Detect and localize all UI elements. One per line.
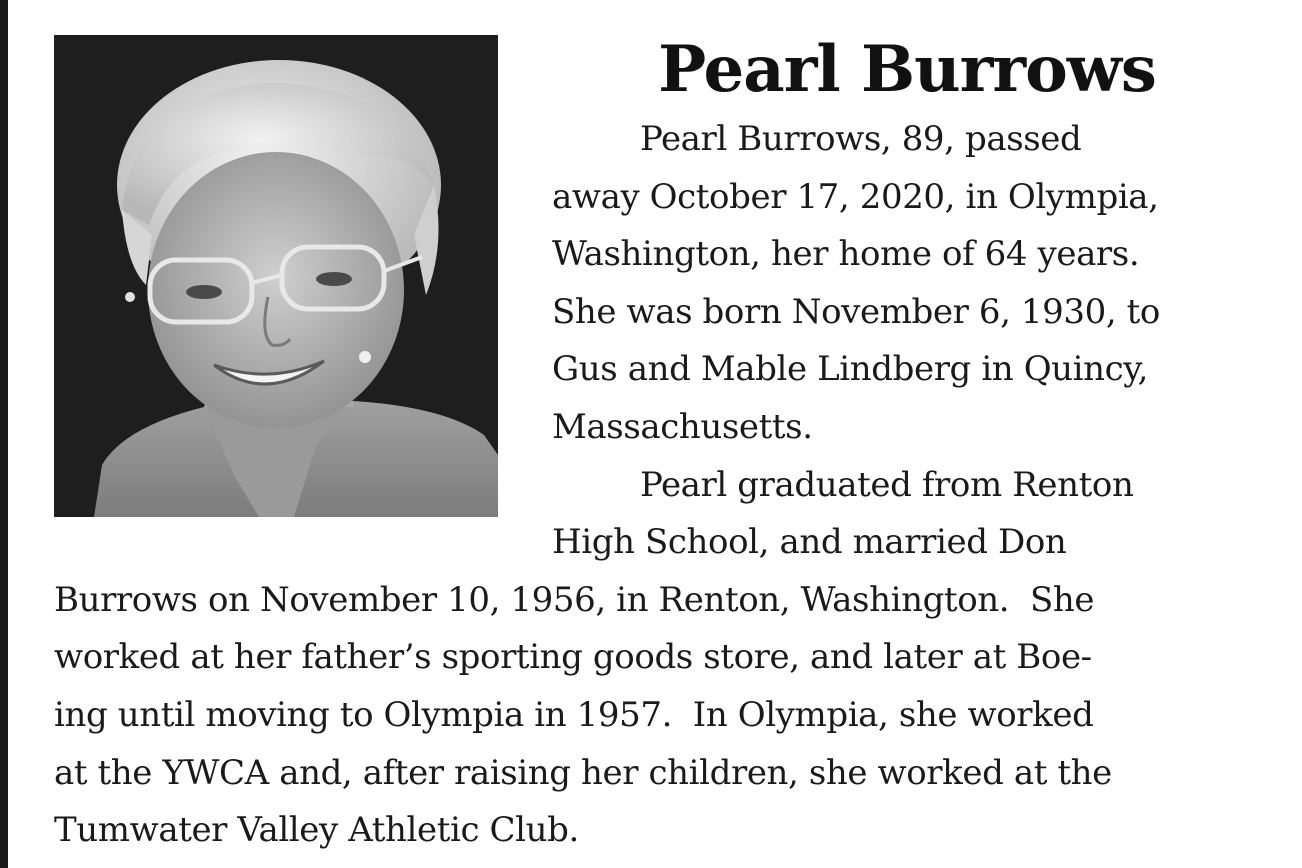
obituary-text-line: High School, and married Don <box>552 522 1067 562</box>
obituary-text-line: away October 17, 2020, in Olympia, <box>552 177 1159 217</box>
obituary-text-line: ing until moving to Olympia in 1957. In Olympia, she worked <box>54 695 1094 735</box>
left-border-rule <box>0 0 8 868</box>
obituary-text-line: Tumwater Valley Athletic Club. <box>54 810 579 850</box>
obituary-text-line: worked at her father’s sporting goods store, and later at Boe- <box>54 637 1092 677</box>
obituary-text-line: Burrows on November 10, 1956, in Renton, Washington. She <box>54 580 1095 620</box>
obituary-text-line: Pearl graduated from Renton <box>640 465 1134 505</box>
obituary-title: Pearl Burrows <box>658 32 1156 107</box>
portrait-photo <box>54 35 498 517</box>
obituary-text-line: Gus and Mable Lindberg in Quincy, <box>552 349 1148 389</box>
obituary-text-line: She was born November 6, 1930, to <box>552 292 1160 332</box>
obituary-text-line: at the YWCA and, after raising her children, she worked at the <box>54 753 1112 793</box>
obituary-text-line: Washington, her home of 64 years. <box>552 234 1140 274</box>
obituary-text-line: Massachusetts. <box>552 407 813 447</box>
portrait-illustration <box>54 35 498 517</box>
obituary-text-line: Pearl Burrows, 89, passed <box>640 119 1082 159</box>
